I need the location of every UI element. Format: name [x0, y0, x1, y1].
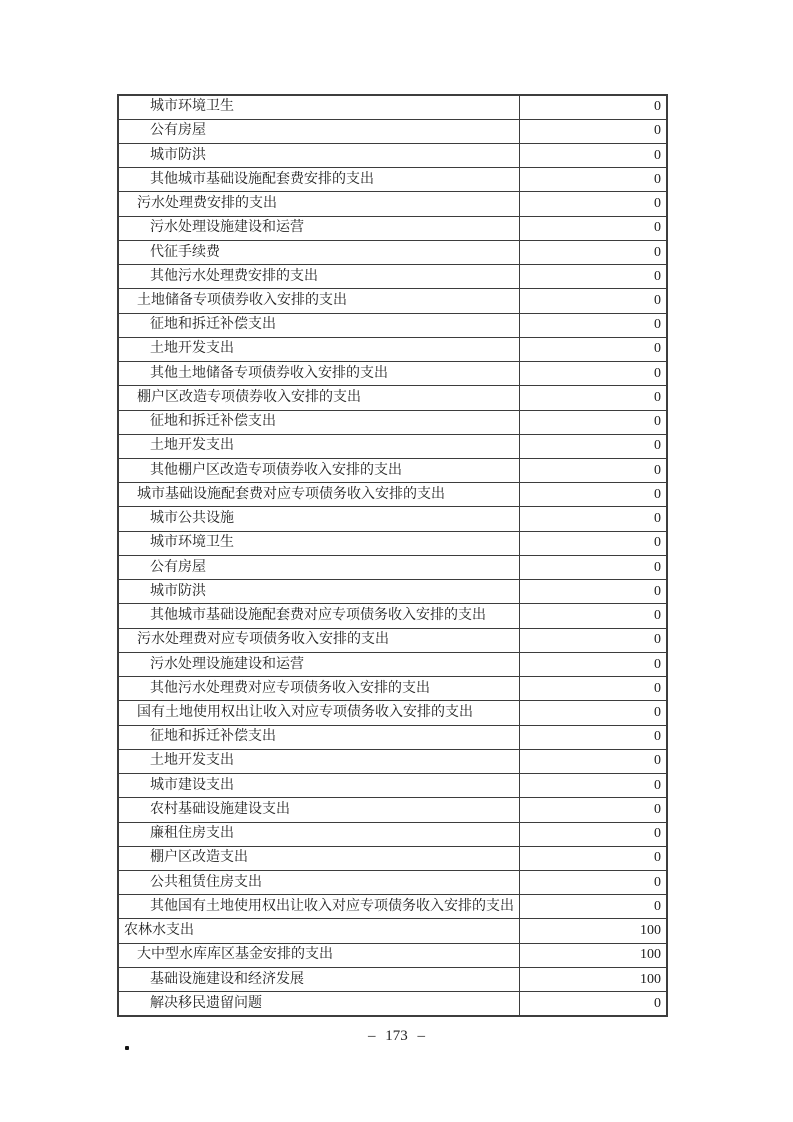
table-row: [118, 531, 667, 555]
item-label-cell: 土地储备专项债券收入安排的支出: [118, 289, 519, 313]
table-row: [118, 143, 667, 167]
item-label-cell: 其他污水处理费安排的支出: [118, 265, 519, 289]
item-label-cell: 土地开发支出: [118, 749, 519, 773]
item-value-cell: 0: [519, 483, 667, 507]
table-row: [118, 555, 667, 579]
item-value-cell: 0: [519, 604, 667, 628]
table-row: [118, 168, 667, 192]
table-row: [118, 265, 667, 289]
scan-artifact-dot: [125, 1046, 129, 1050]
table-row: [118, 313, 667, 337]
item-value-cell: 0: [519, 119, 667, 143]
table-row: [118, 701, 667, 725]
budget-table-body: [118, 95, 667, 1016]
table-row: [118, 628, 667, 652]
item-label-cell: 污水处理设施建设和运营: [118, 652, 519, 676]
item-label-cell: 公共租赁住房支出: [118, 871, 519, 895]
item-label-cell: 棚户区改造专项债券收入安排的支出: [118, 386, 519, 410]
item-value-cell: 0: [519, 143, 667, 167]
item-value-cell: 0: [519, 386, 667, 410]
item-label-cell: 农村基础设施建设支出: [118, 798, 519, 822]
item-label-cell: 污水处理设施建设和运营: [118, 216, 519, 240]
table-row: [118, 459, 667, 483]
item-value-cell: 0: [519, 555, 667, 579]
table-row: [118, 725, 667, 749]
item-value-cell: 0: [519, 846, 667, 870]
item-label-cell: 污水处理费安排的支出: [118, 192, 519, 216]
item-label-cell: 城市建设支出: [118, 774, 519, 798]
item-label-cell: 廉租住房支出: [118, 822, 519, 846]
table-row: [118, 362, 667, 386]
item-label-cell: 其他污水处理费对应专项债务收入安排的支出: [118, 677, 519, 701]
table-row: [118, 652, 667, 676]
item-label-cell: 征地和拆迁补偿支出: [118, 313, 519, 337]
table-row: [118, 289, 667, 313]
item-value-cell: 0: [519, 459, 667, 483]
item-label-cell: 城市基础设施配套费对应专项债务收入安排的支出: [118, 483, 519, 507]
table-row: [118, 822, 667, 846]
table-row: [118, 871, 667, 895]
item-value-cell: 0: [519, 774, 667, 798]
item-value-cell: 100: [519, 967, 667, 991]
table-row: [118, 240, 667, 264]
item-label-cell: 棚户区改造支出: [118, 846, 519, 870]
item-label-cell: 其他棚户区改造专项债券收入安排的支出: [118, 459, 519, 483]
item-value-cell: 0: [519, 362, 667, 386]
item-value-cell: 0: [519, 410, 667, 434]
item-value-cell: 0: [519, 895, 667, 919]
table-row: [118, 119, 667, 143]
table-row: [118, 95, 667, 119]
table-row: [118, 895, 667, 919]
item-value-cell: 0: [519, 580, 667, 604]
table-row: [118, 216, 667, 240]
table-row: [118, 846, 667, 870]
item-value-cell: 0: [519, 749, 667, 773]
item-label-cell: 基础设施建设和经济发展: [118, 967, 519, 991]
item-value-cell: 0: [519, 313, 667, 337]
item-value-cell: 0: [519, 871, 667, 895]
item-value-cell: 0: [519, 168, 667, 192]
item-value-cell: 0: [519, 701, 667, 725]
table-row: [118, 580, 667, 604]
table-row: [118, 992, 667, 1016]
table-row: [118, 749, 667, 773]
item-value-cell: 100: [519, 943, 667, 967]
item-label-cell: 征地和拆迁补偿支出: [118, 410, 519, 434]
item-value-cell: 0: [519, 507, 667, 531]
item-label-cell: 大中型水库库区基金安排的支出: [118, 943, 519, 967]
item-label-cell: 城市防洪: [118, 143, 519, 167]
table-row: [118, 943, 667, 967]
item-label-cell: 其他城市基础设施配套费安排的支出: [118, 168, 519, 192]
table-row: [118, 677, 667, 701]
table-row: [118, 967, 667, 991]
table-row: [118, 386, 667, 410]
item-label-cell: 公有房屋: [118, 555, 519, 579]
item-label-cell: 土地开发支出: [118, 337, 519, 361]
item-value-cell: 0: [519, 192, 667, 216]
budget-table: [117, 94, 668, 1017]
item-label-cell: 公有房屋: [118, 119, 519, 143]
item-label-cell: 其他国有土地使用权出让收入对应专项债务收入安排的支出: [118, 895, 519, 919]
item-label-cell: 农林水支出: [118, 919, 519, 943]
item-value-cell: 0: [519, 822, 667, 846]
item-label-cell: 城市环境卫生: [118, 531, 519, 555]
item-value-cell: 0: [519, 265, 667, 289]
page-number: – 173 –: [368, 1028, 425, 1044]
item-label-cell: 其他城市基础设施配套费对应专项债务收入安排的支出: [118, 604, 519, 628]
item-label-cell: 国有土地使用权出让收入对应专项债务收入安排的支出: [118, 701, 519, 725]
item-value-cell: 0: [519, 677, 667, 701]
item-value-cell: 0: [519, 337, 667, 361]
table-row: [118, 919, 667, 943]
item-label-cell: 代征手续费: [118, 240, 519, 264]
table-row: [118, 507, 667, 531]
table-row: [118, 604, 667, 628]
item-label-cell: 土地开发支出: [118, 434, 519, 458]
item-label-cell: 城市防洪: [118, 580, 519, 604]
item-value-cell: 0: [519, 216, 667, 240]
item-label-cell: 其他土地储备专项债券收入安排的支出: [118, 362, 519, 386]
item-label-cell: 城市环境卫生: [118, 95, 519, 119]
item-value-cell: 0: [519, 652, 667, 676]
table-row: [118, 192, 667, 216]
item-value-cell: 100: [519, 919, 667, 943]
item-value-cell: 0: [519, 240, 667, 264]
table-row: [118, 410, 667, 434]
table-row: [118, 798, 667, 822]
item-value-cell: 0: [519, 531, 667, 555]
item-label-cell: 解决移民遗留问题: [118, 992, 519, 1016]
table-row: [118, 774, 667, 798]
item-value-cell: 0: [519, 798, 667, 822]
item-label-cell: 污水处理费对应专项债务收入安排的支出: [118, 628, 519, 652]
item-value-cell: 0: [519, 725, 667, 749]
table-row: [118, 483, 667, 507]
item-value-cell: 0: [519, 289, 667, 313]
table-row: [118, 337, 667, 361]
item-value-cell: 0: [519, 628, 667, 652]
table-row: [118, 434, 667, 458]
item-value-cell: 0: [519, 95, 667, 119]
item-label-cell: 城市公共设施: [118, 507, 519, 531]
item-value-cell: 0: [519, 434, 667, 458]
item-label-cell: 征地和拆迁补偿支出: [118, 725, 519, 749]
item-value-cell: 0: [519, 992, 667, 1016]
